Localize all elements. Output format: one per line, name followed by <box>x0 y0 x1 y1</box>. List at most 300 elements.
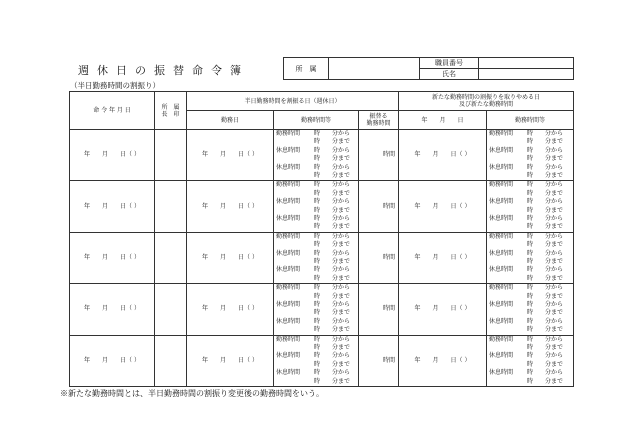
time-line <box>276 352 358 360</box>
time-type-label <box>276 172 314 180</box>
hour-unit: 時 <box>527 369 534 377</box>
seal-cell[interactable] <box>155 284 187 335</box>
time-line <box>489 250 573 258</box>
hour-unit: 時 <box>314 155 321 163</box>
hour-unit: 時 <box>527 163 534 171</box>
time-type-label <box>276 309 314 317</box>
date-part: 日（ ） <box>120 151 140 159</box>
transfer-hours-cell[interactable]: 時間 <box>359 284 399 335</box>
time-type-label <box>276 326 314 334</box>
minute-unit: 分まで <box>545 155 564 163</box>
document-title: 週休日の振替命令簿 <box>78 64 249 77</box>
new-work-time-cell[interactable] <box>487 232 574 283</box>
hour-unit: 時 <box>314 377 321 385</box>
time-line <box>276 207 358 215</box>
order-date-cell[interactable] <box>70 232 155 283</box>
transfer-hours-cell[interactable]: 時間 <box>359 181 399 232</box>
work-time-cell[interactable] <box>274 335 359 386</box>
time-type-label: 休息時間 <box>276 352 301 360</box>
time-line <box>276 198 358 206</box>
minute-unit: 分から <box>545 335 564 343</box>
date-part: 年 <box>202 202 209 210</box>
time-type-label: 休息時間 <box>276 249 301 257</box>
minute-unit: 分から <box>545 266 564 274</box>
seal-cell[interactable] <box>155 130 187 181</box>
time-type-label <box>489 190 527 198</box>
col-work-time: 勤務時間等 <box>274 111 359 130</box>
minute-unit: 分まで <box>545 138 564 146</box>
name-label: 氏名 <box>420 69 479 80</box>
hour-unit: 時 <box>314 335 321 343</box>
time-line <box>489 172 573 180</box>
minute-unit: 分から <box>545 214 564 222</box>
minute-unit: 分から <box>545 317 564 325</box>
hour-unit: 時 <box>314 369 321 377</box>
date-part: 日（ ） <box>450 151 471 159</box>
hour-unit: 時 <box>527 189 534 197</box>
time-line <box>489 198 573 206</box>
time-type-label: 勤務時間 <box>489 284 514 292</box>
hour-unit: 時 <box>314 232 321 240</box>
minute-unit: 分から <box>332 198 351 206</box>
time-line <box>276 293 358 301</box>
date-part: 月 <box>102 151 109 159</box>
hour-unit: 時 <box>314 257 321 265</box>
col-order-date: 命 令 年 月 日 <box>70 92 155 130</box>
time-type-label <box>276 275 314 283</box>
date-part: 月 <box>220 253 227 261</box>
new-work-time-cell[interactable] <box>487 181 574 232</box>
table-row <box>70 335 574 386</box>
date-part: 年 <box>84 305 91 313</box>
minute-unit: 分から <box>545 284 564 292</box>
date-part: 日（ ） <box>238 356 258 364</box>
minute-unit: 分まで <box>332 343 351 351</box>
time-type-label <box>276 223 314 231</box>
minute-unit: 分まで <box>332 292 351 300</box>
new-work-time-cell[interactable] <box>487 335 574 386</box>
date-part: 日（ ） <box>120 202 140 210</box>
hour-unit: 時 <box>527 284 534 292</box>
time-type-label <box>489 361 527 369</box>
time-line <box>489 233 573 241</box>
time-type-label: 休息時間 <box>276 146 301 154</box>
minute-unit: 分まで <box>332 309 351 317</box>
time-line <box>276 172 358 180</box>
hour-unit: 時 <box>314 206 321 214</box>
minute-unit: 分まで <box>332 189 351 197</box>
time-type-label: 休息時間 <box>489 198 514 206</box>
minute-unit: 分まで <box>545 292 564 300</box>
hour-unit: 時 <box>314 171 321 179</box>
minute-unit: 分まで <box>332 223 351 231</box>
time-type-label: 休息時間 <box>489 317 514 325</box>
col-supervisor-seal: 所 属 長 印 <box>155 92 187 130</box>
date-part: 日（ ） <box>238 253 258 261</box>
time-line <box>489 241 573 249</box>
transfer-order-table <box>69 91 574 387</box>
minute-unit: 分まで <box>545 189 564 197</box>
time-line <box>276 147 358 155</box>
minute-unit: 分から <box>545 130 564 138</box>
table-row <box>70 130 574 181</box>
time-type-label <box>276 190 314 198</box>
minute-unit: 分から <box>545 181 564 189</box>
time-line <box>489 147 573 155</box>
hour-unit: 時 <box>314 130 321 138</box>
minute-unit: 分から <box>332 317 351 325</box>
time-line <box>489 190 573 198</box>
hour-unit: 時 <box>314 266 321 274</box>
name-field[interactable] <box>479 69 574 80</box>
col-new-time-group: 新たな勤務時間の割振りを取りやめる日 及び新たな勤務時間 <box>399 92 574 111</box>
hour-unit: 時 <box>314 300 321 308</box>
date-part: 月 <box>432 356 439 364</box>
time-line <box>276 361 358 369</box>
time-line <box>489 293 573 301</box>
date-part: 月 <box>102 356 109 364</box>
date-part: 年 <box>202 253 209 261</box>
time-type-label <box>489 223 527 231</box>
hour-unit: 時 <box>314 249 321 257</box>
date-part: 日（ ） <box>450 202 471 210</box>
time-type-label: 勤務時間 <box>489 232 514 240</box>
time-type-label: 勤務時間 <box>489 335 514 343</box>
hour-unit: 時 <box>527 326 534 334</box>
time-type-label: 休息時間 <box>276 266 301 274</box>
hour-unit: 時 <box>527 317 534 325</box>
date-part: 月 <box>432 253 439 261</box>
staff-number-label: 職員番号 <box>420 58 479 69</box>
date-part: 年 <box>202 305 209 313</box>
date-part: 日（ ） <box>120 356 140 364</box>
time-line <box>489 155 573 163</box>
time-line <box>276 155 358 163</box>
time-line <box>276 250 358 258</box>
work-time-cell[interactable] <box>274 130 359 181</box>
date-part: 年 <box>202 151 209 159</box>
minute-unit: 分から <box>545 198 564 206</box>
time-line <box>489 369 573 377</box>
time-line <box>489 207 573 215</box>
time-type-label <box>276 378 314 386</box>
minute-unit: 分から <box>545 369 564 377</box>
time-type-label <box>489 326 527 334</box>
date-part: 年 <box>414 202 421 210</box>
date-part: 年 <box>414 151 421 159</box>
time-type-label: 休息時間 <box>276 300 301 308</box>
time-line <box>489 284 573 292</box>
time-line <box>489 223 573 231</box>
minute-unit: 分まで <box>332 377 351 385</box>
date-part: 日（ ） <box>120 305 140 313</box>
col-work-time2: 勤務時間等 <box>487 111 574 130</box>
time-line <box>489 164 573 172</box>
minute-unit: 分から <box>332 163 351 171</box>
time-line <box>489 138 573 146</box>
work-day-cell[interactable] <box>187 130 274 181</box>
minute-unit: 分から <box>332 232 351 240</box>
work-day-cell[interactable] <box>187 284 274 335</box>
time-line <box>276 241 358 249</box>
time-line <box>276 181 358 189</box>
time-type-label <box>489 155 527 163</box>
date-part: 日（ ） <box>450 305 471 313</box>
minute-unit: 分まで <box>332 155 351 163</box>
time-type-label <box>276 138 314 146</box>
time-type-label: 休息時間 <box>276 163 301 171</box>
date-part: 年 <box>414 305 421 313</box>
hour-unit: 時 <box>527 360 534 368</box>
time-line <box>276 266 358 274</box>
time-type-label: 勤務時間 <box>489 130 514 138</box>
affiliation-label: 所 属 <box>284 58 329 80</box>
time-type-label <box>489 275 527 283</box>
time-type-label: 休息時間 <box>276 214 301 222</box>
time-type-label <box>489 138 527 146</box>
date-part: 月 <box>220 305 227 313</box>
date-part: 日（ ） <box>450 253 471 261</box>
transfer-hours-cell[interactable]: 時間 <box>359 130 399 181</box>
work-time-cell[interactable] <box>274 232 359 283</box>
time-type-label <box>276 155 314 163</box>
minute-unit: 分まで <box>545 171 564 179</box>
minute-unit: 分から <box>545 232 564 240</box>
time-type-label <box>276 361 314 369</box>
hour-unit: 時 <box>527 130 534 138</box>
time-type-label: 勤務時間 <box>489 181 514 189</box>
col-transfer-hours: 振替る 勤務時間 <box>359 111 399 130</box>
time-line <box>276 164 358 172</box>
time-type-label: 休息時間 <box>489 146 514 154</box>
affiliation-field[interactable] <box>329 58 420 80</box>
time-type-label: 休息時間 <box>489 214 514 222</box>
hour-unit: 時 <box>314 274 321 282</box>
minute-unit: 分まで <box>332 206 351 214</box>
time-line <box>489 318 573 326</box>
date-part: 月 <box>220 202 227 210</box>
date-part: 年 <box>414 253 421 261</box>
subtitle: （半日勤務時間の割振り） <box>70 81 160 90</box>
time-type-label: 勤務時間 <box>276 335 301 343</box>
hour-unit: 時 <box>527 138 534 146</box>
date-part: 月 <box>102 305 109 313</box>
cancel-date-cell[interactable] <box>399 232 487 283</box>
time-line <box>489 266 573 274</box>
time-line <box>276 138 358 146</box>
time-type-label <box>489 293 527 301</box>
col-half-day-group: 半日勤務時間を割振る日（週休日） <box>187 92 399 111</box>
work-day-cell[interactable] <box>187 181 274 232</box>
minute-unit: 分まで <box>332 360 351 368</box>
time-type-label <box>489 241 527 249</box>
hour-unit: 時 <box>527 266 534 274</box>
minute-unit: 分まで <box>332 257 351 265</box>
time-type-label <box>276 207 314 215</box>
date-part: 月 <box>220 356 227 364</box>
hour-unit: 時 <box>527 206 534 214</box>
hour-unit: 時 <box>527 223 534 231</box>
time-line <box>276 284 358 292</box>
date-part: 日（ ） <box>238 305 258 313</box>
minute-unit: 分まで <box>545 274 564 282</box>
hour-unit: 時 <box>314 223 321 231</box>
new-work-time-cell[interactable] <box>487 130 574 181</box>
time-type-label: 勤務時間 <box>276 181 301 189</box>
hour-unit: 時 <box>527 300 534 308</box>
hour-unit: 時 <box>527 171 534 179</box>
time-line <box>276 378 358 386</box>
minute-unit: 分まで <box>332 138 351 146</box>
time-line <box>276 275 358 283</box>
time-line <box>489 275 573 283</box>
time-type-label: 勤務時間 <box>276 232 301 240</box>
minute-unit: 分から <box>545 352 564 360</box>
cancel-date-cell[interactable] <box>399 335 487 386</box>
date-part: 年 <box>84 202 91 210</box>
date-part: 月 <box>432 202 439 210</box>
work-time-cell[interactable] <box>274 284 359 335</box>
time-type-label <box>489 172 527 180</box>
time-type-label <box>489 207 527 215</box>
time-type-label: 休息時間 <box>276 317 301 325</box>
hour-unit: 時 <box>527 155 534 163</box>
date-part: 月 <box>102 202 109 210</box>
minute-unit: 分まで <box>545 343 564 351</box>
hour-unit: 時 <box>314 360 321 368</box>
table-row <box>70 232 574 283</box>
cancel-date-cell[interactable] <box>399 130 487 181</box>
hour-unit: 時 <box>527 198 534 206</box>
hour-unit: 時 <box>314 352 321 360</box>
time-line <box>276 233 358 241</box>
time-type-label: 休息時間 <box>489 266 514 274</box>
seal-cell[interactable] <box>155 181 187 232</box>
col-work-day: 勤務日 <box>187 111 274 130</box>
date-part: 日（ ） <box>120 253 140 261</box>
order-date-cell[interactable] <box>70 284 155 335</box>
hour-unit: 時 <box>527 309 534 317</box>
staff-number-field[interactable] <box>479 58 574 69</box>
date-part: 年 <box>202 356 209 364</box>
table-row <box>70 181 574 232</box>
minute-unit: 分まで <box>332 326 351 334</box>
col-date: 年 月 日 <box>399 111 487 130</box>
date-part: 月 <box>432 305 439 313</box>
seal-cell[interactable] <box>155 335 187 386</box>
hour-unit: 時 <box>314 146 321 154</box>
hour-unit: 時 <box>314 163 321 171</box>
minute-unit: 分から <box>332 284 351 292</box>
time-line <box>489 352 573 360</box>
hour-unit: 時 <box>527 146 534 154</box>
minute-unit: 分から <box>545 300 564 308</box>
minute-unit: 分まで <box>545 206 564 214</box>
time-line <box>489 326 573 334</box>
hour-unit: 時 <box>314 284 321 292</box>
date-part: 年 <box>84 253 91 261</box>
order-date-cell[interactable] <box>70 335 155 386</box>
hour-unit: 時 <box>314 181 321 189</box>
order-date-cell[interactable] <box>70 130 155 181</box>
minute-unit: 分から <box>332 369 351 377</box>
cancel-date-cell[interactable] <box>399 181 487 232</box>
hour-unit: 時 <box>314 292 321 300</box>
minute-unit: 分まで <box>545 257 564 265</box>
date-part: 日（ ） <box>238 151 258 159</box>
hour-unit: 時 <box>314 326 321 334</box>
time-type-label <box>489 309 527 317</box>
work-day-cell[interactable] <box>187 232 274 283</box>
new-work-time-cell[interactable] <box>487 284 574 335</box>
time-type-label: 休息時間 <box>489 163 514 171</box>
time-line <box>489 378 573 386</box>
order-date-cell[interactable] <box>70 181 155 232</box>
transfer-hours-cell[interactable]: 時間 <box>359 232 399 283</box>
minute-unit: 分まで <box>545 360 564 368</box>
minute-unit: 分から <box>332 181 351 189</box>
hour-unit: 時 <box>314 189 321 197</box>
time-type-label: 休息時間 <box>489 369 514 377</box>
date-part: 月 <box>102 253 109 261</box>
hour-unit: 時 <box>527 335 534 343</box>
minute-unit: 分まで <box>545 241 564 249</box>
hour-unit: 時 <box>527 274 534 282</box>
work-day-cell[interactable] <box>187 335 274 386</box>
hour-unit: 時 <box>527 377 534 385</box>
minute-unit: 分から <box>332 130 351 138</box>
hour-unit: 時 <box>527 241 534 249</box>
seal-cell[interactable] <box>155 232 187 283</box>
date-part: 年 <box>414 356 421 364</box>
hour-unit: 時 <box>527 249 534 257</box>
time-line <box>276 223 358 231</box>
hour-unit: 時 <box>314 241 321 249</box>
minute-unit: 分まで <box>545 326 564 334</box>
date-part: 日（ ） <box>238 202 258 210</box>
time-type-label: 勤務時間 <box>276 284 301 292</box>
time-line <box>276 318 358 326</box>
hour-unit: 時 <box>527 343 534 351</box>
footnote: ※新たな勤務時間とは、半日勤務時間の割振り変更後の勤務時間をいう。 <box>60 389 324 398</box>
time-type-label <box>276 241 314 249</box>
minute-unit: 分から <box>545 146 564 154</box>
time-line <box>489 181 573 189</box>
minute-unit: 分から <box>332 352 351 360</box>
date-part: 年 <box>84 356 91 364</box>
hour-unit: 時 <box>527 181 534 189</box>
staff-info-box <box>283 57 574 80</box>
hour-unit: 時 <box>314 214 321 222</box>
cancel-date-cell[interactable] <box>399 284 487 335</box>
time-type-label: 休息時間 <box>489 249 514 257</box>
hour-unit: 時 <box>314 343 321 351</box>
time-line <box>489 336 573 344</box>
hour-unit: 時 <box>314 138 321 146</box>
minute-unit: 分から <box>332 214 351 222</box>
work-time-cell[interactable] <box>274 181 359 232</box>
time-type-label: 勤務時間 <box>276 130 301 138</box>
date-part: 月 <box>432 151 439 159</box>
hour-unit: 時 <box>527 257 534 265</box>
time-type-label: 休息時間 <box>276 369 301 377</box>
transfer-hours-cell[interactable]: 時間 <box>359 335 399 386</box>
hour-unit: 時 <box>527 214 534 222</box>
minute-unit: 分まで <box>332 171 351 179</box>
time-line <box>276 336 358 344</box>
minute-unit: 分から <box>332 146 351 154</box>
minute-unit: 分まで <box>332 274 351 282</box>
